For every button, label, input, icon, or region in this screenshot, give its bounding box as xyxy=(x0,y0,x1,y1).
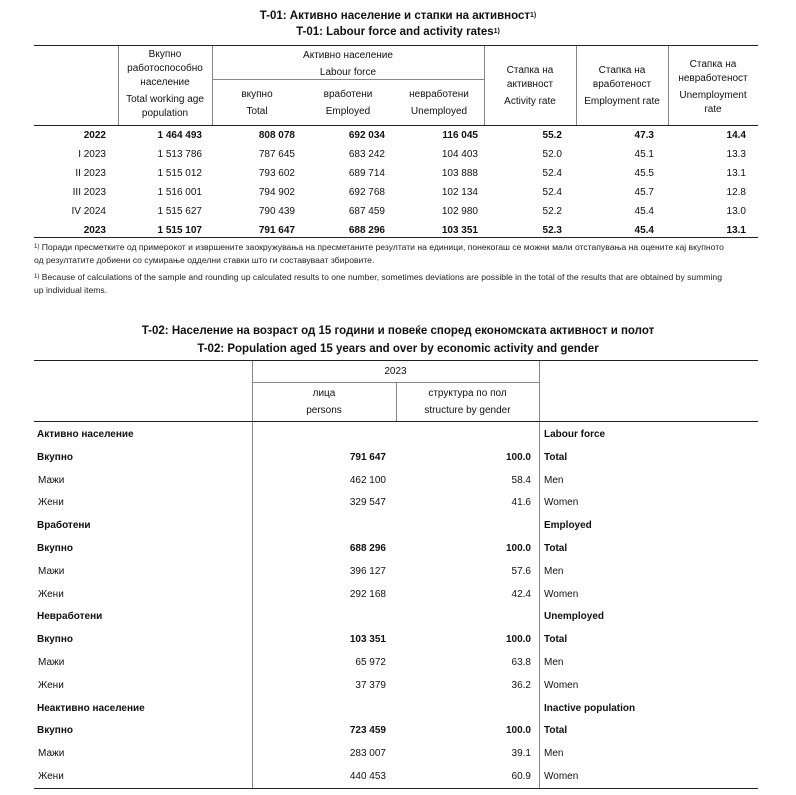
t01-title-en: T-01: Labour force and activity rates$^{1)}$ xyxy=(296,26,500,38)
row-label-en: Women xyxy=(544,497,579,509)
table-row xyxy=(34,583,758,606)
cell-persons: 103 351 xyxy=(349,634,386,646)
t02-header xyxy=(34,360,758,422)
t01-body xyxy=(34,126,758,238)
t01-footnote-en: $^{1)}$ Because of calculations of the sample and rounding up calculated results to one number, sometimes deviations are possible in the total of the results that are obtained by summing up individual items. xyxy=(34,272,722,295)
t01-table xyxy=(34,45,758,238)
row-label-en: Labour force xyxy=(544,429,606,440)
table-row xyxy=(34,719,758,742)
cell-structure: 63.8 xyxy=(511,657,531,668)
cell-structure: 42.4 xyxy=(511,588,531,600)
row-label-en: Women xyxy=(544,679,579,691)
table-row: 2023 1 515 107 791 647 688 296 103 351 52.3 45.4 13.1 xyxy=(83,225,746,236)
row-label-mk: Жени xyxy=(38,588,64,600)
row-label-en: Women xyxy=(544,771,579,782)
table-row xyxy=(34,628,758,651)
row-label-en: Women xyxy=(544,588,579,600)
cell-persons: 292 168 xyxy=(349,588,386,600)
cell-persons: 462 100 xyxy=(349,474,386,486)
row-label-en: Inactive population xyxy=(544,702,636,714)
row-label-en: Men xyxy=(544,565,564,577)
header-unemployment-rate: Стапка на невработеност Unemployment rate xyxy=(678,59,748,115)
row-label-mk: Мажи xyxy=(38,748,65,760)
cell-structure: 41.6 xyxy=(511,497,531,509)
row-label-en: Men xyxy=(544,474,564,486)
header-working-age: Вкупно работоспособно население Total working age population xyxy=(126,49,204,119)
section-row xyxy=(34,514,758,537)
cell-persons: 37 379 xyxy=(355,679,386,691)
t02-title-en: T-02: Population aged 15 years and over by economic activity and gender xyxy=(197,343,599,355)
row-label-mk: Вкупно xyxy=(37,543,73,554)
cell-persons: 723 459 xyxy=(349,725,386,737)
t01-header xyxy=(34,45,758,126)
cell-persons: 688 296 xyxy=(349,543,386,554)
table-row xyxy=(34,537,758,560)
section-row xyxy=(34,423,758,446)
header-structure: структура по пол structure by gender xyxy=(424,388,511,416)
cell-persons: 283 007 xyxy=(349,748,386,760)
table-row: III 2023 1 516 001 794 902 692 768 102 134 52.4 45.7 12.8 xyxy=(72,187,746,198)
cell-structure: 100.0 xyxy=(505,543,531,554)
header-year: 2023 xyxy=(384,366,407,377)
table-row: IV 2024 1 515 627 790 439 687 459 102 980 52.2 45.4 13.0 xyxy=(71,206,746,217)
header-activity-rate: Стапка на активност Activity rate xyxy=(504,65,556,107)
t02-title-mk: T-02: Население на возраст од 15 години и повеќе според економската активност и полот xyxy=(141,325,655,337)
row-label-mk: Жени xyxy=(38,497,64,509)
cell-structure: 100.0 xyxy=(505,634,531,646)
row-label-mk: Невработени xyxy=(37,611,103,623)
row-label-en: Total xyxy=(544,543,568,554)
header-labour-force: Активно население Labour force xyxy=(303,50,393,78)
section-row xyxy=(34,605,758,628)
t02-body xyxy=(34,422,758,788)
row-label-mk: Вкупно xyxy=(37,451,73,463)
t01-title-mk: T-01: Активно население и стапки на активност$^{1)}$ xyxy=(259,10,537,22)
row-label-en: Unemployed xyxy=(544,611,605,623)
row-label-mk: Мажи xyxy=(38,657,65,668)
cell-structure: 100.0 xyxy=(505,451,531,463)
header-lf-total: вкупно Total xyxy=(241,89,273,117)
row-label-en: Total xyxy=(544,451,568,463)
row-label-mk: Жени xyxy=(38,679,64,691)
table-row xyxy=(34,446,758,469)
row-label-en: Total xyxy=(544,634,568,646)
table-row xyxy=(34,491,758,514)
section-row xyxy=(34,697,758,720)
table-row xyxy=(34,742,758,765)
table-row: II 2023 1 515 012 793 602 689 714 103 888 52.4 45.5 13.1 xyxy=(75,168,746,179)
table-row xyxy=(34,674,758,697)
row-label-mk: Вкупно xyxy=(37,725,73,737)
table-row xyxy=(34,765,758,788)
header-employment-rate: Стапка на вработеност Employment rate xyxy=(584,65,660,107)
cell-structure: 58.4 xyxy=(511,474,531,486)
table-row xyxy=(34,651,758,674)
cell-persons: 396 127 xyxy=(349,565,386,577)
table-row xyxy=(34,560,758,583)
cell-structure: 60.9 xyxy=(511,771,531,782)
table-row xyxy=(34,469,758,492)
cell-structure: 57.6 xyxy=(511,565,531,577)
header-lf-unemployed: невработени Unemployed xyxy=(409,89,469,117)
cell-persons: 440 453 xyxy=(349,771,386,782)
row-label-mk: Активно население xyxy=(37,429,134,440)
table-row: 2022 1 464 493 808 078 692 034 116 045 55.2 47.3 14.4 xyxy=(83,130,746,141)
cell-structure: 36.2 xyxy=(511,679,531,691)
row-label-mk: Вработени xyxy=(37,520,91,532)
cell-persons: 791 647 xyxy=(349,451,386,463)
cell-persons: 329 547 xyxy=(349,497,386,509)
row-label-en: Total xyxy=(544,725,568,737)
row-label-en: Men xyxy=(544,657,564,668)
t01-footnote-mk: $^{1)}$ Поради пресметките од примерокот и извршените заокружувања на пресметаните резултати на единици, понекогаш се можни мали отстапувања на оцените кај вкупното од резултатите добиени со сумирање одделни ставки што ги составуваат збировите. xyxy=(34,242,724,265)
table-row: I 2023 1 513 786 787 645 683 242 104 403 52.0 45.1 13.3 xyxy=(78,149,746,160)
cell-structure: 39.1 xyxy=(511,748,531,760)
row-label-mk: Мажи xyxy=(38,474,65,486)
cell-persons: 65 972 xyxy=(355,657,386,668)
row-label-mk: Вкупно xyxy=(37,634,73,646)
row-label-en: Employed xyxy=(544,520,592,532)
row-label-mk: Неактивно население xyxy=(37,702,145,714)
row-label-mk: Жени xyxy=(38,771,64,782)
t02-table xyxy=(34,360,758,788)
row-label-mk: Мажи xyxy=(38,565,65,577)
cell-structure: 100.0 xyxy=(505,725,531,737)
header-persons: лица persons xyxy=(306,388,342,416)
header-lf-employed: вработени Employed xyxy=(323,89,373,117)
row-label-en: Men xyxy=(544,748,564,760)
